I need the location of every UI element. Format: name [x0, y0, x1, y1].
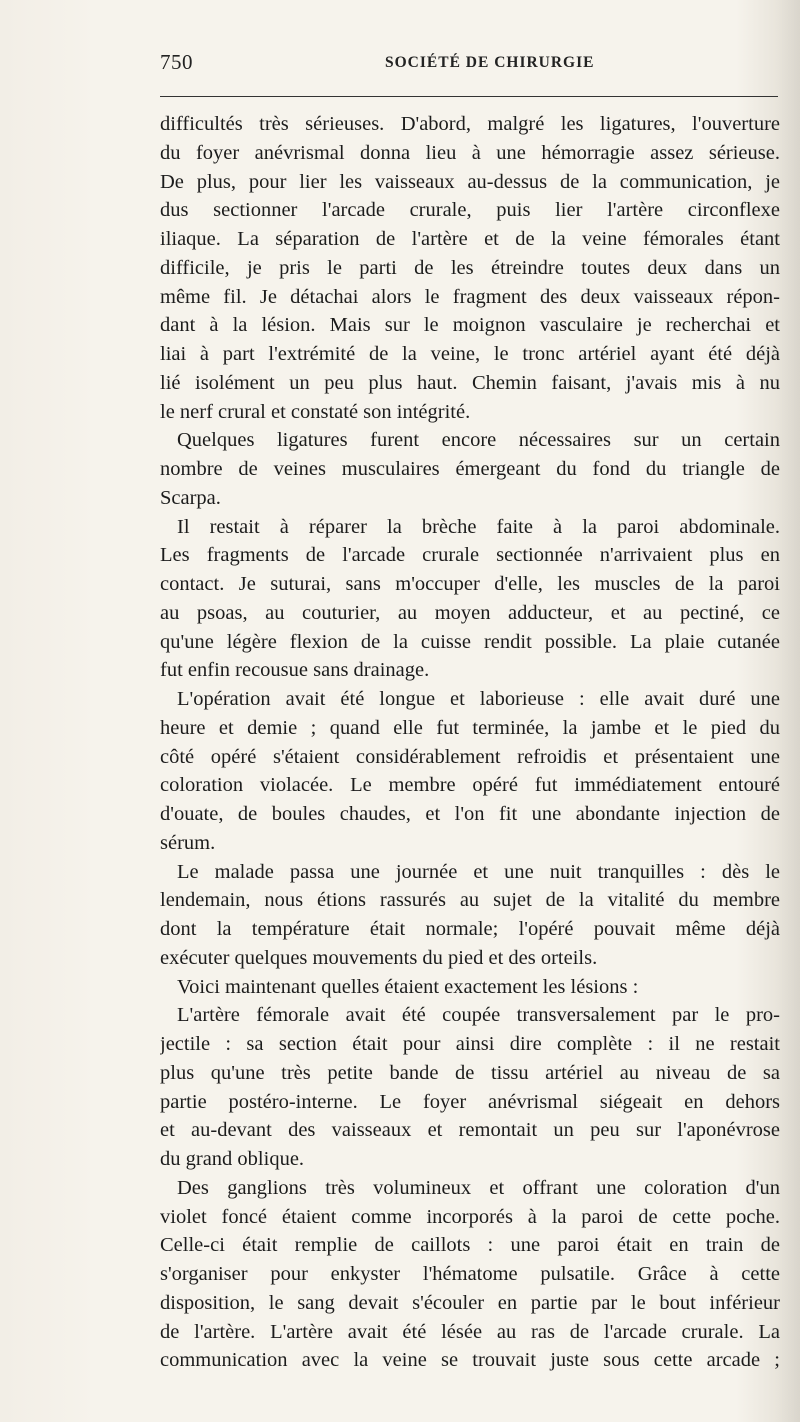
text-line: côté opéré s'étaient considérablement refroidis et présentaient une: [160, 745, 780, 768]
header-rule: [160, 96, 778, 97]
text-line: violet foncé étaient comme incorporés à la paroi de cette poche.: [160, 1205, 780, 1228]
text-line: difficultés très sérieuses. D'abord, malgré les ligatures, l'ouverture: [160, 113, 780, 135]
text-line: de l'artère. L'artère avait été lésée au ras de l'arcade crurale. La: [160, 1320, 780, 1343]
text-line: Celle-ci était remplie de caillots : une paroi était en train de: [160, 1234, 780, 1257]
text-line: d'ouate, de boules chaudes, et l'on fit une abondante injection de: [160, 803, 780, 825]
text-line: Voici maintenant quelles étaient exactement les lésions :: [177, 975, 639, 998]
body-text: [160, 110, 780, 1375]
text-line: au psoas, au couturier, au moyen adducteur, et au pectiné, ce: [160, 601, 780, 624]
text-line: Des ganglions très volumineux et offrant une coloration d'un: [177, 1176, 780, 1199]
text-line: dant à la lésion. Mais sur le moignon vasculaire je recherchai et: [160, 314, 780, 337]
text-line: De plus, pour lier les vaisseaux au-dessus de la communication, je: [160, 170, 780, 193]
page-header: [160, 50, 780, 86]
text-line: difficile, je pris le parti de les étreindre toutes deux dans un: [160, 256, 780, 279]
text-line: Les fragments de l'arcade crurale sectionnée n'arrivaient plus en: [160, 544, 780, 567]
text-line: disposition, le sang devait s'écouler en partie par le bout inférieur: [160, 1291, 780, 1314]
text-line: iliaque. La séparation de l'artère et de la veine fémorales étant: [160, 228, 780, 250]
text-line: et au-devant des vaisseaux et remontait un peu sur l'aponévrose: [160, 1119, 780, 1142]
text-line: Scarpa.: [160, 486, 221, 509]
text-line: coloration violacée. Le membre opéré fut immédiatement entouré: [160, 774, 780, 797]
text-line: qu'une légère flexion de la cuisse rendit possible. La plaie cutanée: [160, 630, 780, 653]
text-line: dont la température était normale; l'opéré pouvait même déjà: [160, 918, 780, 940]
text-line: exécuter quelques mouvements du pied et des orteils.: [160, 946, 598, 969]
text-line: du grand oblique.: [160, 1148, 305, 1170]
text-line: heure et demie ; quand elle fut terminée, la jambe et le pied du: [160, 716, 780, 739]
text-line: même fil. Je détachai alors le fragment des deux vaisseaux répon-: [160, 285, 780, 308]
text-line: L'opération avait été longue et laborieuse : elle avait duré une: [177, 688, 780, 710]
text-line: s'organiser pour enkyster l'hématome pulsatile. Grâce à cette: [160, 1263, 780, 1285]
text-line: plus qu'une très petite bande de tissu artériel au niveau de sa: [160, 1061, 780, 1084]
text-line: communication avec la veine se trouvait juste sous cette arcade ;: [160, 1349, 780, 1372]
text-line: nombre de veines musculaires émergeant du fond du triangle de: [160, 458, 780, 480]
text-line: lendemain, nous étions rassurés au sujet de la vitalité du membre: [160, 889, 780, 912]
text-line: le nerf crural et constaté son intégrité.: [160, 400, 471, 423]
text-line: Quelques ligatures furent encore nécessaires sur un certain: [177, 429, 780, 452]
text-line: Il restait à réparer la brèche faite à la paroi abdominale.: [177, 515, 780, 538]
page-number: 750: [160, 50, 193, 74]
text-line: fut enfin recousue sans drainage.: [160, 659, 430, 682]
text-line: Le malade passa une journée et une nuit tranquilles : dès le: [177, 860, 780, 883]
text-line: dus sectionner l'arcade crurale, puis lier l'artère circonflexe: [160, 199, 780, 222]
running-head: SOCIÉTÉ DE CHIRURGIE: [385, 54, 595, 71]
text-line: L'artère fémorale avait été coupée transversalement par le pro-: [177, 1004, 780, 1027]
text-line: contact. Je suturai, sans m'occuper d'elle, les muscles de la paroi: [160, 573, 780, 595]
text-line: lié isolément un peu plus haut. Chemin faisant, j'avais mis à nu: [160, 371, 780, 394]
text-line: sérum.: [160, 831, 216, 854]
text-line: partie postéro-interne. Le foyer anévrismal siégeait en dehors: [160, 1090, 780, 1113]
text-line: jectile : sa section était pour ainsi dire complète : il ne restait: [160, 1033, 780, 1055]
text-line: du foyer anévrismal donna lieu à une hémorragie assez sérieuse.: [160, 141, 780, 164]
text-line: liai à part l'extrémité de la veine, le tronc artériel ayant été déjà: [160, 343, 780, 365]
